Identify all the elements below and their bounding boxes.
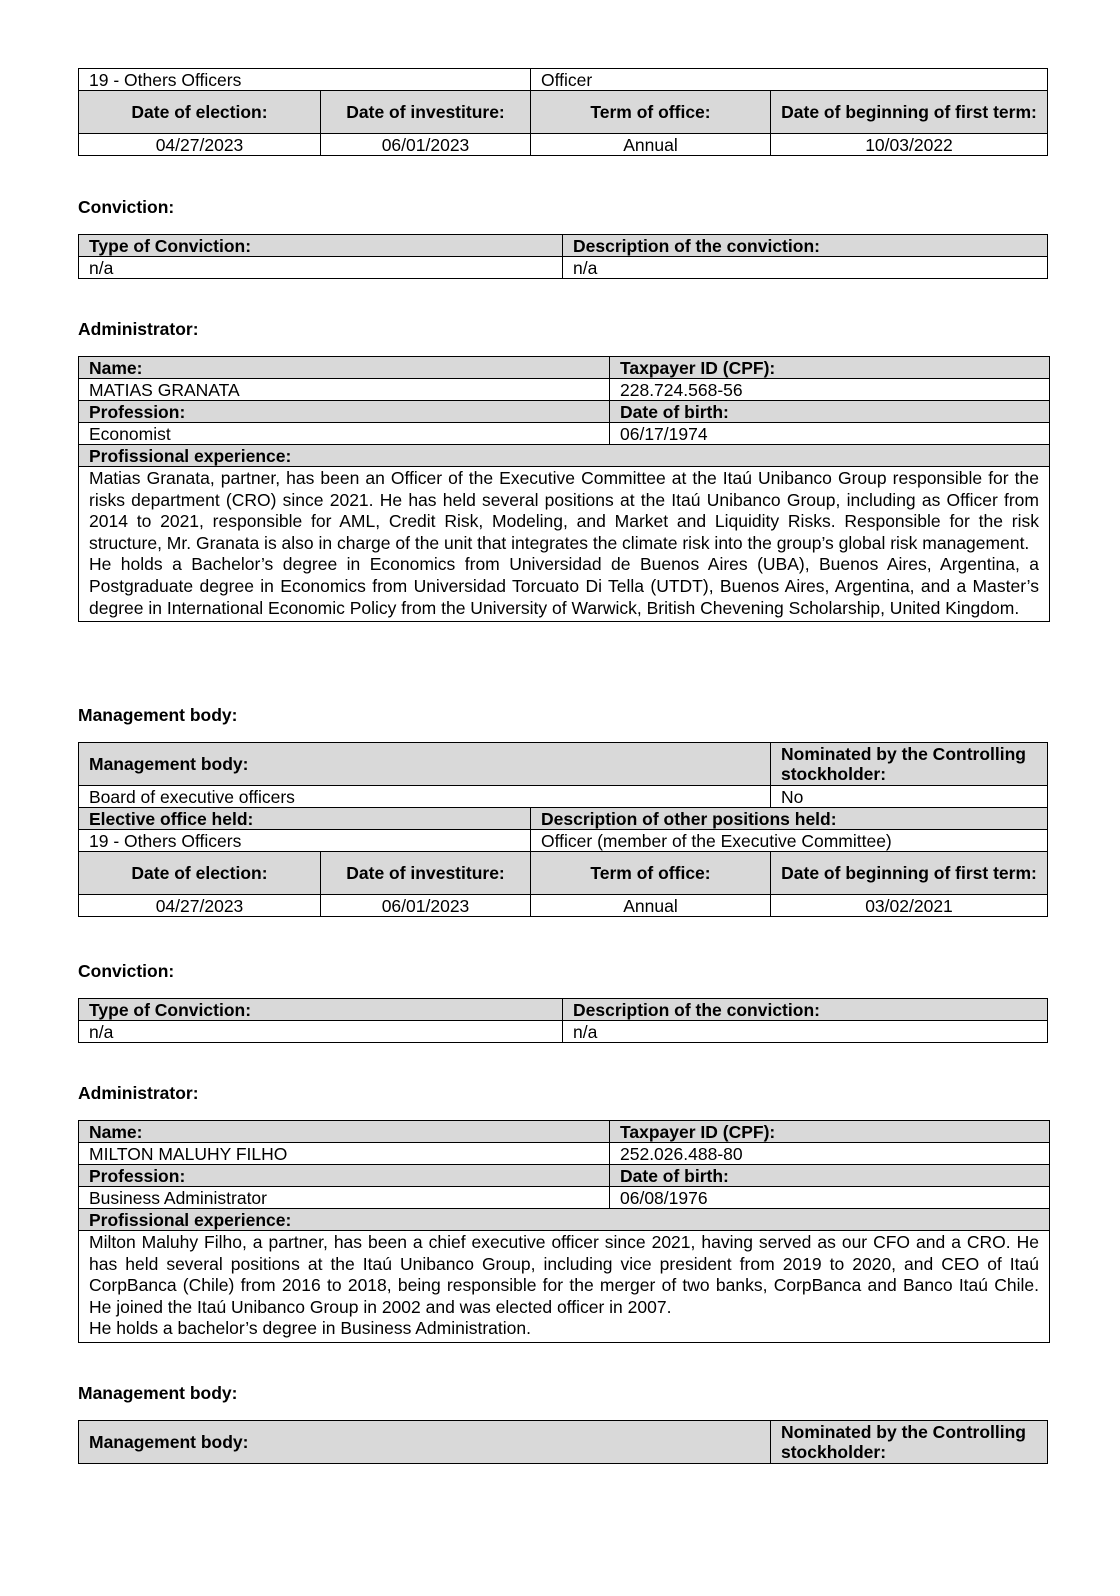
first-term-header: Date of beginning of first term: (771, 852, 1048, 895)
elective-office-value: 19 - Others Officers (79, 69, 531, 91)
conviction-heading: Conviction: (78, 197, 175, 217)
birth-label: Date of birth: (610, 401, 1050, 423)
conviction-type-value: n/a (79, 1021, 563, 1043)
date-of-investiture-header: Date of investiture: (321, 852, 531, 895)
date-of-election-header: Date of election: (79, 91, 321, 134)
profession-label: Profession: (79, 1165, 610, 1187)
conviction-description-value: n/a (563, 1021, 1048, 1043)
date-of-investiture-header: Date of investiture: (321, 91, 531, 134)
date-of-election-value: 04/27/2023 (79, 134, 321, 156)
conviction-type-label: Type of Conviction: (79, 999, 563, 1021)
cpf-label: Taxpayer ID (CPF): (610, 357, 1050, 379)
management-body-heading: Management body: (78, 1383, 238, 1403)
management-body-heading: Management body: (78, 705, 238, 725)
management-body-table-1 (78, 742, 1048, 917)
administrator-profession: Business Administrator (79, 1187, 610, 1209)
management-body-label: Management body: (79, 743, 771, 786)
date-of-election-value: 04/27/2023 (79, 895, 321, 917)
officer-terms-table-1 (78, 68, 1048, 156)
administrator-name: MATIAS GRANATA (79, 379, 610, 401)
administrator-heading: Administrator: (78, 1083, 199, 1103)
nominated-value: No (771, 786, 1048, 808)
birth-label: Date of birth: (610, 1165, 1050, 1187)
management-body-table-2 (78, 1420, 1048, 1464)
first-term-value: 10/03/2022 (771, 134, 1048, 156)
nominated-label: Nominated by the Controlling stockholder: (771, 743, 1048, 786)
administrator-cpf: 228.724.568-56 (610, 379, 1050, 401)
administrator-profession: Economist (79, 423, 610, 445)
cpf-label: Taxpayer ID (CPF): (610, 1121, 1050, 1143)
conviction-description-label: Description of the conviction: (563, 235, 1048, 257)
administrator-table-2 (78, 1120, 1050, 1343)
management-body-label: Management body: (79, 1421, 771, 1464)
experience-text (79, 467, 1050, 622)
name-label: Name: (79, 357, 610, 379)
conviction-description-label: Description of the conviction: (563, 999, 1048, 1021)
first-term-value: 03/02/2021 (771, 895, 1048, 917)
other-positions-value: Officer (member of the Executive Committee) (531, 830, 1048, 852)
profession-label: Profession: (79, 401, 610, 423)
administrator-name: MILTON MALUHY FILHO (79, 1143, 610, 1165)
administrator-birth-date: 06/08/1976 (610, 1187, 1050, 1209)
elective-office-value: 19 - Others Officers (79, 830, 531, 852)
administrator-birth-date: 06/17/1974 (610, 423, 1050, 445)
date-of-election-header: Date of election: (79, 852, 321, 895)
conviction-type-value: n/a (79, 257, 563, 279)
term-of-office-value: Annual (531, 134, 771, 156)
conviction-type-label: Type of Conviction: (79, 235, 563, 257)
date-of-investiture-value: 06/01/2023 (321, 134, 531, 156)
education-paragraph: He holds a Bachelor’s degree in Economics from Universidad de Buenos Aires (UBA), Buenos Aires, Argentina, a Postgraduate degree in Economics from Universidad Torcuato Di Tella (UTDT), Buenos Aires, Argentina, and a Master’s degree in International Economic Policy from the University of Warwick, British Chevening Scholarship, United Kingdom. (89, 554, 1039, 618)
experience-text (79, 1231, 1050, 1343)
experience-label: Profissional experience: (79, 1209, 1050, 1231)
administrator-heading: Administrator: (78, 319, 199, 339)
conviction-heading: Conviction: (78, 961, 175, 981)
experience-paragraph: Milton Maluhy Filho, a partner, has been a chief executive officer since 2021, having served as our CFO and a CRO. He has held several positions at the Itaú Unibanco Group, including vice president from 2019 to 2020, and CEO of Itaú CorpBanca (Chile) from 2016 to 2018, being responsible for the merger of two banks, CorpBanca and Banco Itaú Chile. He joined the Itaú Unibanco Group in 2002 and was elected officer in 2007. (89, 1232, 1039, 1317)
date-of-investiture-value: 06/01/2023 (321, 895, 531, 917)
term-of-office-header: Term of office: (531, 852, 771, 895)
education-paragraph: He holds a bachelor’s degree in Business Administration. (89, 1318, 531, 1339)
conviction-table-1 (78, 234, 1048, 279)
first-term-header: Date of beginning of first term: (771, 91, 1048, 134)
term-of-office-value: Annual (531, 895, 771, 917)
conviction-table-2 (78, 998, 1048, 1043)
other-positions-value: Officer (531, 69, 1048, 91)
management-body-value: Board of executive officers (79, 786, 771, 808)
other-positions-label: Description of other positions held: (531, 808, 1048, 830)
elective-office-label: Elective office held: (79, 808, 531, 830)
experience-paragraph: Matias Granata, partner, has been an Officer of the Executive Committee at the Itaú Unibanco Group responsible for the risks department (CRO) since 2021. He has held several positions at the Itaú Unibanco Group, including as Officer from 2014 to 2021, responsible for AML, Credit Risk, Modeling, and Market and Liquidity Risks. Responsible for the risk structure, Mr. Granata is also in charge of the unit that integrates the climate risk into the group’s global risk management. (89, 468, 1039, 553)
term-of-office-header: Term of office: (531, 91, 771, 134)
conviction-description-value: n/a (563, 257, 1048, 279)
administrator-table-1 (78, 356, 1050, 622)
nominated-label: Nominated by the Controlling stockholder: (771, 1421, 1048, 1464)
experience-label: Profissional experience: (79, 445, 1050, 467)
administrator-cpf: 252.026.488-80 (610, 1143, 1050, 1165)
name-label: Name: (79, 1121, 610, 1143)
